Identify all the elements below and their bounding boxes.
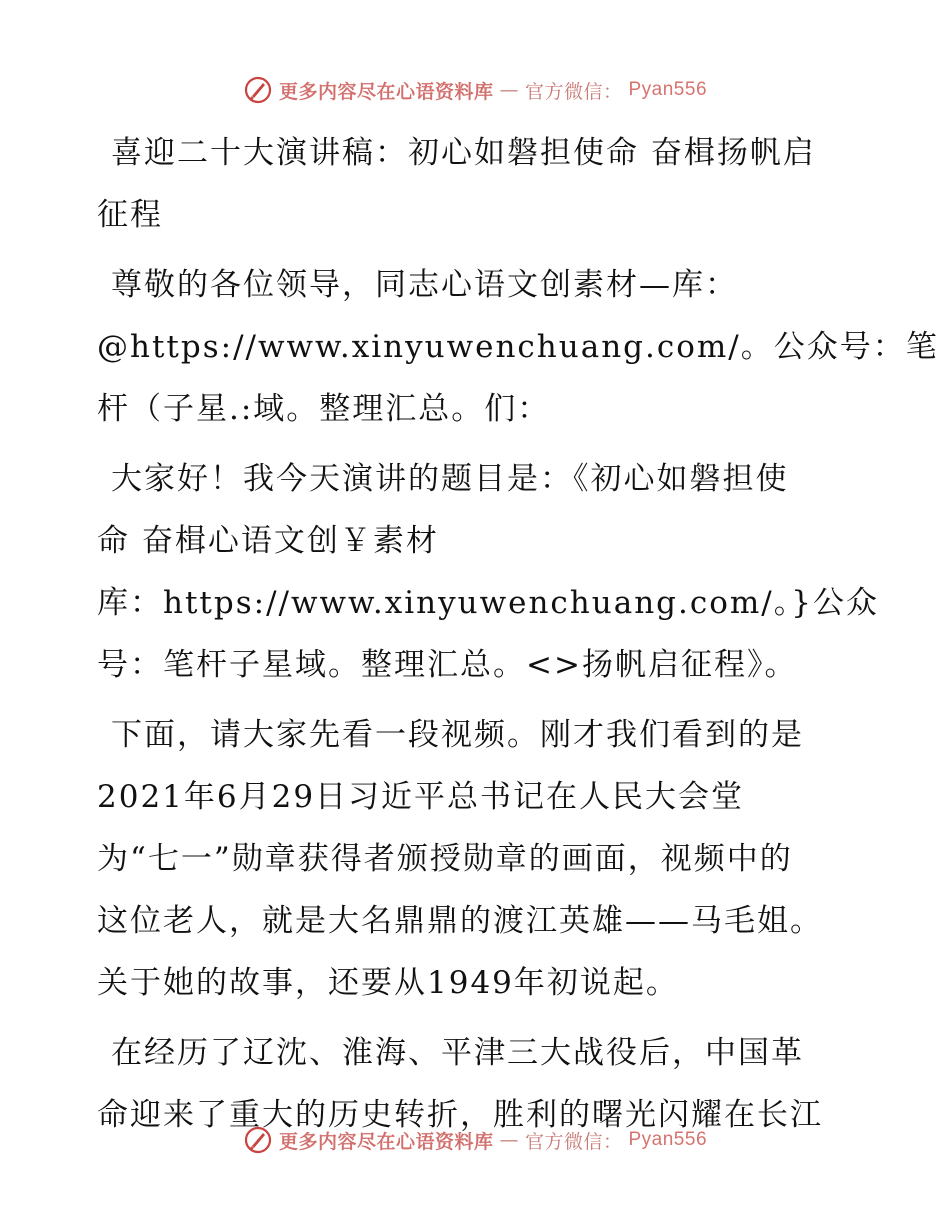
- text-line: 关于她的故事，还要从1949年初说起。: [97, 965, 679, 1001]
- watermark-sub-text: 官方微信：: [524, 80, 623, 103]
- topic-paragraph: [97, 448, 879, 696]
- watermark-sub-text: 官方微信：: [524, 1130, 623, 1153]
- watermark-main-text: 更多内容尽在心语资料库: [278, 80, 494, 103]
- watermark-banner-bottom: [0, 1118, 950, 1162]
- watermark-wechat-id: Pyan556: [628, 1129, 708, 1150]
- watermark-main-text: 更多内容尽在心语资料库: [278, 1130, 494, 1153]
- text-line: 为“七一”勋章获得者颁授勋章的画面，视频中的: [97, 841, 793, 877]
- text-line: 征程: [97, 197, 163, 233]
- text-line: 下面，请大家先看一段视频。刚才我们看到的是: [111, 717, 804, 753]
- text-line: 号：笔杆子星域。整理汇总。<>扬帆启征程》。: [97, 647, 798, 683]
- document-body: [97, 122, 939, 1154]
- text-line: 2021年6月29日习近平总书记在人民大会堂: [97, 779, 745, 815]
- text-line: 杆（子星.:域。整理汇总。们：: [97, 391, 551, 427]
- text-line: @https://www.xinyuwenchuang.com/。公众号：笔: [97, 329, 939, 365]
- text-line: 在经历了辽沈、淮海、平津三大战役后，中国革: [111, 1035, 804, 1071]
- text-line: 库：https://www.xinyuwenchuang.com/。}公众: [97, 585, 879, 621]
- red-quill-seal-icon: [243, 1125, 273, 1155]
- text-line: 命迎来了重大的历史转折，胜利的曙光闪耀在长江: [97, 1097, 823, 1133]
- text-line: 喜迎二十大演讲稿：初心如磐担使命 奋楫扬帆启: [111, 135, 816, 171]
- watermark-separator: —: [499, 1129, 519, 1151]
- watermark-wechat-id: Pyan556: [628, 79, 708, 100]
- greeting-paragraph: [97, 254, 939, 440]
- text-line: 这位老人，就是大名鼎鼎的渡江英雄——马毛姐。: [97, 903, 823, 939]
- red-quill-seal-icon: [243, 75, 273, 105]
- watermark-separator: —: [499, 79, 519, 101]
- text-line: 大家好！我今天演讲的题目是：《初心如磐担使: [111, 461, 789, 497]
- text-line: 命 奋楫心语文创￥素材: [97, 523, 439, 559]
- title-paragraph: [97, 122, 857, 246]
- video-paragraph: [97, 704, 857, 1014]
- watermark-banner-top: [0, 68, 950, 112]
- text-line: 尊敬的各位领导，同志心语文创素材—库：: [111, 267, 738, 303]
